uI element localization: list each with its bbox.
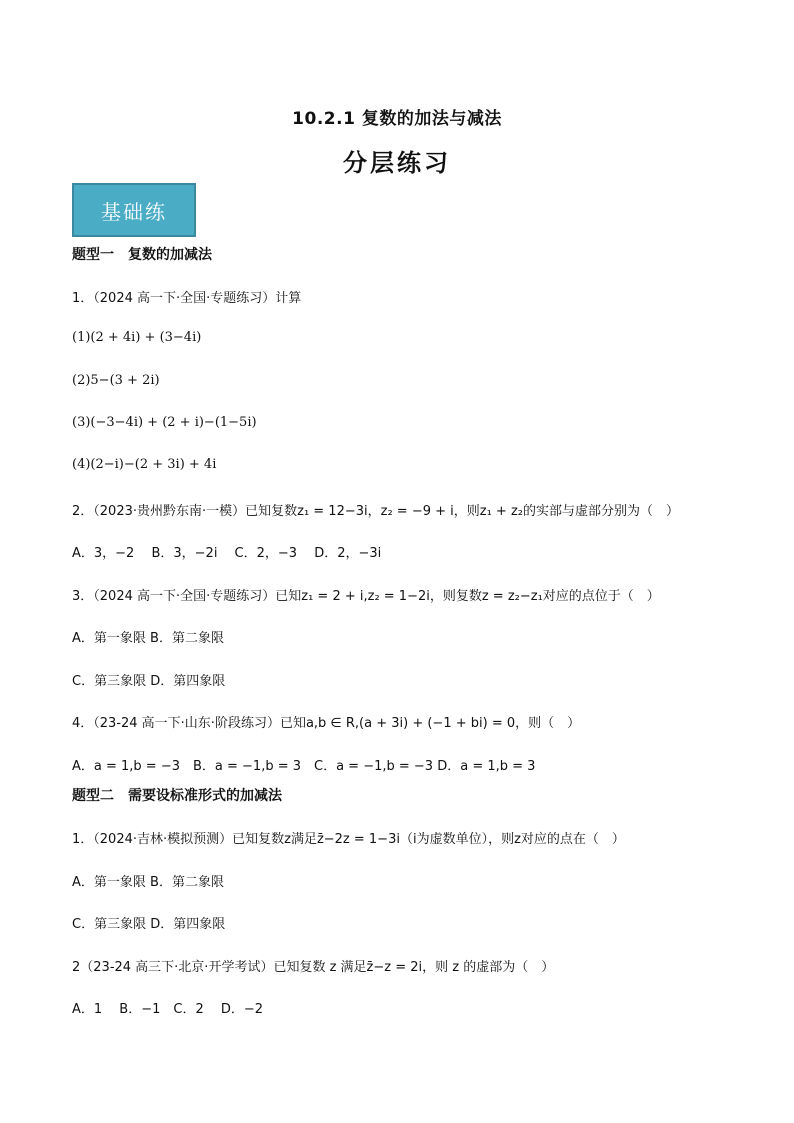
section2-question-1-options-row-1: A．第一象限 B．第二象限 bbox=[72, 875, 224, 890]
question-4-stem: 4．（23-24 高一下·山东·阶段练习）已知a,b ∈ R,(a + 3i) + (−1 + bi) = 0，则（ ） bbox=[72, 716, 581, 731]
section2-question-2-options: A．1 B．−1 C．2 D．−2 bbox=[72, 1002, 264, 1017]
question-1-stem: 1．（2024 高一下·全国·专题练习）计算 bbox=[72, 291, 302, 306]
question-3-options-row-2: C．第三象限 D．第四象限 bbox=[72, 674, 226, 689]
question-1-part-1: (1)(2 + 4i) + (3−4i) bbox=[72, 330, 202, 345]
section-heading-1: 题型一 复数的加减法 bbox=[72, 247, 212, 263]
question-1-part-2: (2)5−(3 + 2i) bbox=[72, 373, 160, 388]
level-badge: 基础练 bbox=[72, 183, 196, 237]
question-2-stem: 2．（2023·贵州黔东南·一模）已知复数z₁ = 12−3i，z₂ = −9 + i，则z₁ + z₂的实部与虚部分别为（ ） bbox=[72, 504, 679, 519]
question-1-part-4: (4)(2−i)−(2 + 3i) + 4i bbox=[72, 457, 217, 472]
section2-question-1-stem: 1．（2024·吉林·模拟预测）已知复数z满足z̄−2z = 1−3i（i为虚数单位），则z对应的点在（ ） bbox=[72, 832, 625, 847]
document-title: 10.2.1 复数的加法与减法 bbox=[292, 109, 502, 129]
question-2-options: A．3，−2 B．3，−2i C．2，−3 D．2，−3i bbox=[72, 546, 382, 561]
question-4-options: A．a = 1,b = −3 B．a = −1,b = 3 C．a = −1,b = −3 D．a = 1,b = 3 bbox=[72, 759, 536, 774]
document-subtitle: 分层练习 bbox=[343, 149, 451, 177]
section2-question-2-stem: 2（23-24 高三下·北京·开学考试）已知复数 z 满足z̄−z = 2i，则 z 的虚部为（ ） bbox=[72, 960, 555, 975]
question-3-options-row-1: A．第一象限 B．第二象限 bbox=[72, 631, 224, 646]
question-1-part-3: (3)(−3−4i) + (2 + i)−(1−5i) bbox=[72, 415, 257, 430]
section2-question-1-options-row-2: C．第三象限 D．第四象限 bbox=[72, 917, 226, 932]
section-heading-2: 题型二 需要设标准形式的加减法 bbox=[72, 788, 282, 804]
question-3-stem: 3．（2024 高一下·全国·专题练习）已知z₁ = 2 + i,z₂ = 1−2i，则复数z = z₂−z₁对应的点位于（ ） bbox=[72, 589, 660, 604]
